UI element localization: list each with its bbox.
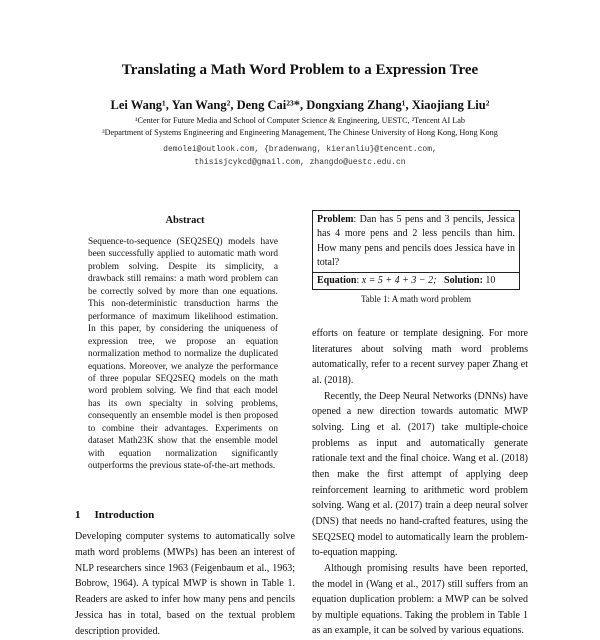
- solution-label: Solution:: [444, 274, 483, 286]
- author-list: Lei Wang¹, Yan Wang², Deng Cai²³*, Dongxiang Zhang¹, Xiaojiang Liu²: [110, 98, 490, 112]
- equation-text: x = 5 + 4 + 3 − 2;: [361, 274, 437, 286]
- introduction-text: Developing computer systems to automatically solve math word problems (MWPs) has been an interest of NLP researchers since 1963 (Feigenbaum et al., 1963; Bobrow, 1964). A typical MWP is shown in Table 1. Readers are asked to infer how many pens and pencils Jessica has in total, based on the textual problem description provided.: [75, 531, 295, 637]
- problem-cell: [313, 211, 519, 272]
- section-number: 1: [75, 509, 81, 521]
- table-caption: Table 1: A math word problem: [360, 294, 472, 304]
- problem-label: Problem: [317, 214, 354, 225]
- problem-text: : Dan has 5 pens and 3 pencils, Jessica has 4 more pens and 2 less pencils than him. How many pens and pencils does Jessica have in total?: [317, 214, 515, 269]
- paragraph-3: Although promising results have been reported, the model in (Wang et al., 2017) still suffers from an equation duplication problem: a MWP can be solved by multiple equations. Taking the problem in Table 1 as an example, it can be solved by various equations.: [312, 562, 528, 637]
- abstract-text: Sequence-to-sequence (SEQ2SEQ) models have been successfully applied to automatic math word problem solving. Despite its simplicity, a drawback still remains: a math word problem can be correctly solved by more than one equations. This non-deterministic transduction harms the performance of maximum likelihood estimation. In this paper, by considering the uniqueness of expression tree, we propose an equation normalization method to normalize the duplicated equations. Moreover, we analyze the performance of three popular SEQ2SEQ models on the math word problem solving. We find that each model has its own specialty in solving problems, consequently an ensemble model is then proposed to combine their advantages. Experiments on dataset Math23K show that the ensemble model with equation normalization significantly outperforms the previous state-of-the-art methods.: [88, 237, 278, 472]
- section-title: Introduction: [94, 509, 155, 521]
- abstract-heading: Abstract: [165, 215, 205, 226]
- section-heading-introduction: [75, 509, 154, 521]
- solution-value: 10: [485, 274, 496, 286]
- math-problem-table: [312, 210, 520, 290]
- email-line-2: thisisjcykcd@gmail.com, zhangdo@uestc.edu.cn: [194, 158, 406, 167]
- affiliation-line-1: ¹Center for Future Media and School of Computer Science & Engineering, UESTC, ²Tencent AI Lab: [135, 116, 465, 125]
- equation-row: Equation: x = 5 + 4 + 3 − 2; Solution: 10: [313, 272, 519, 289]
- email-line-1: demolei@outlook.com, {bradenwang, kieranliu}@tencent.com,: [163, 145, 437, 154]
- equation-label: Equation: [317, 274, 357, 286]
- right-column-text: [312, 326, 528, 639]
- paragraph-1: efforts on feature or template designing. For more literatures about solving math word problems automatically, refer to a recent survey paper Zhang et al. (2018).: [312, 328, 528, 386]
- affiliation-line-2: ³Department of Systems Engineering and Engineering Management, The Chinese University of Hong Kong, Hong Kong: [102, 128, 498, 137]
- paper-title: Translating a Math Word Problem to a Expression Tree: [121, 62, 479, 78]
- paragraph-2: Recently, the Deep Neural Networks (DNNs) have opened a new direction towards automatic MWP solving. Ling et al. (2017) take multiple-choice problems as input and automatically generate rationale text and the final choice. Wang et al. (2018) then make the first attempt of applying deep reinforcement learning to arithmetic word problem solving. Wang et al. (2017) train a deep neural solver (DNS) that needs no hand-crafted features, using the SEQ2SEQ model to automatically learn the problem-to-equation mapping.: [312, 390, 528, 559]
